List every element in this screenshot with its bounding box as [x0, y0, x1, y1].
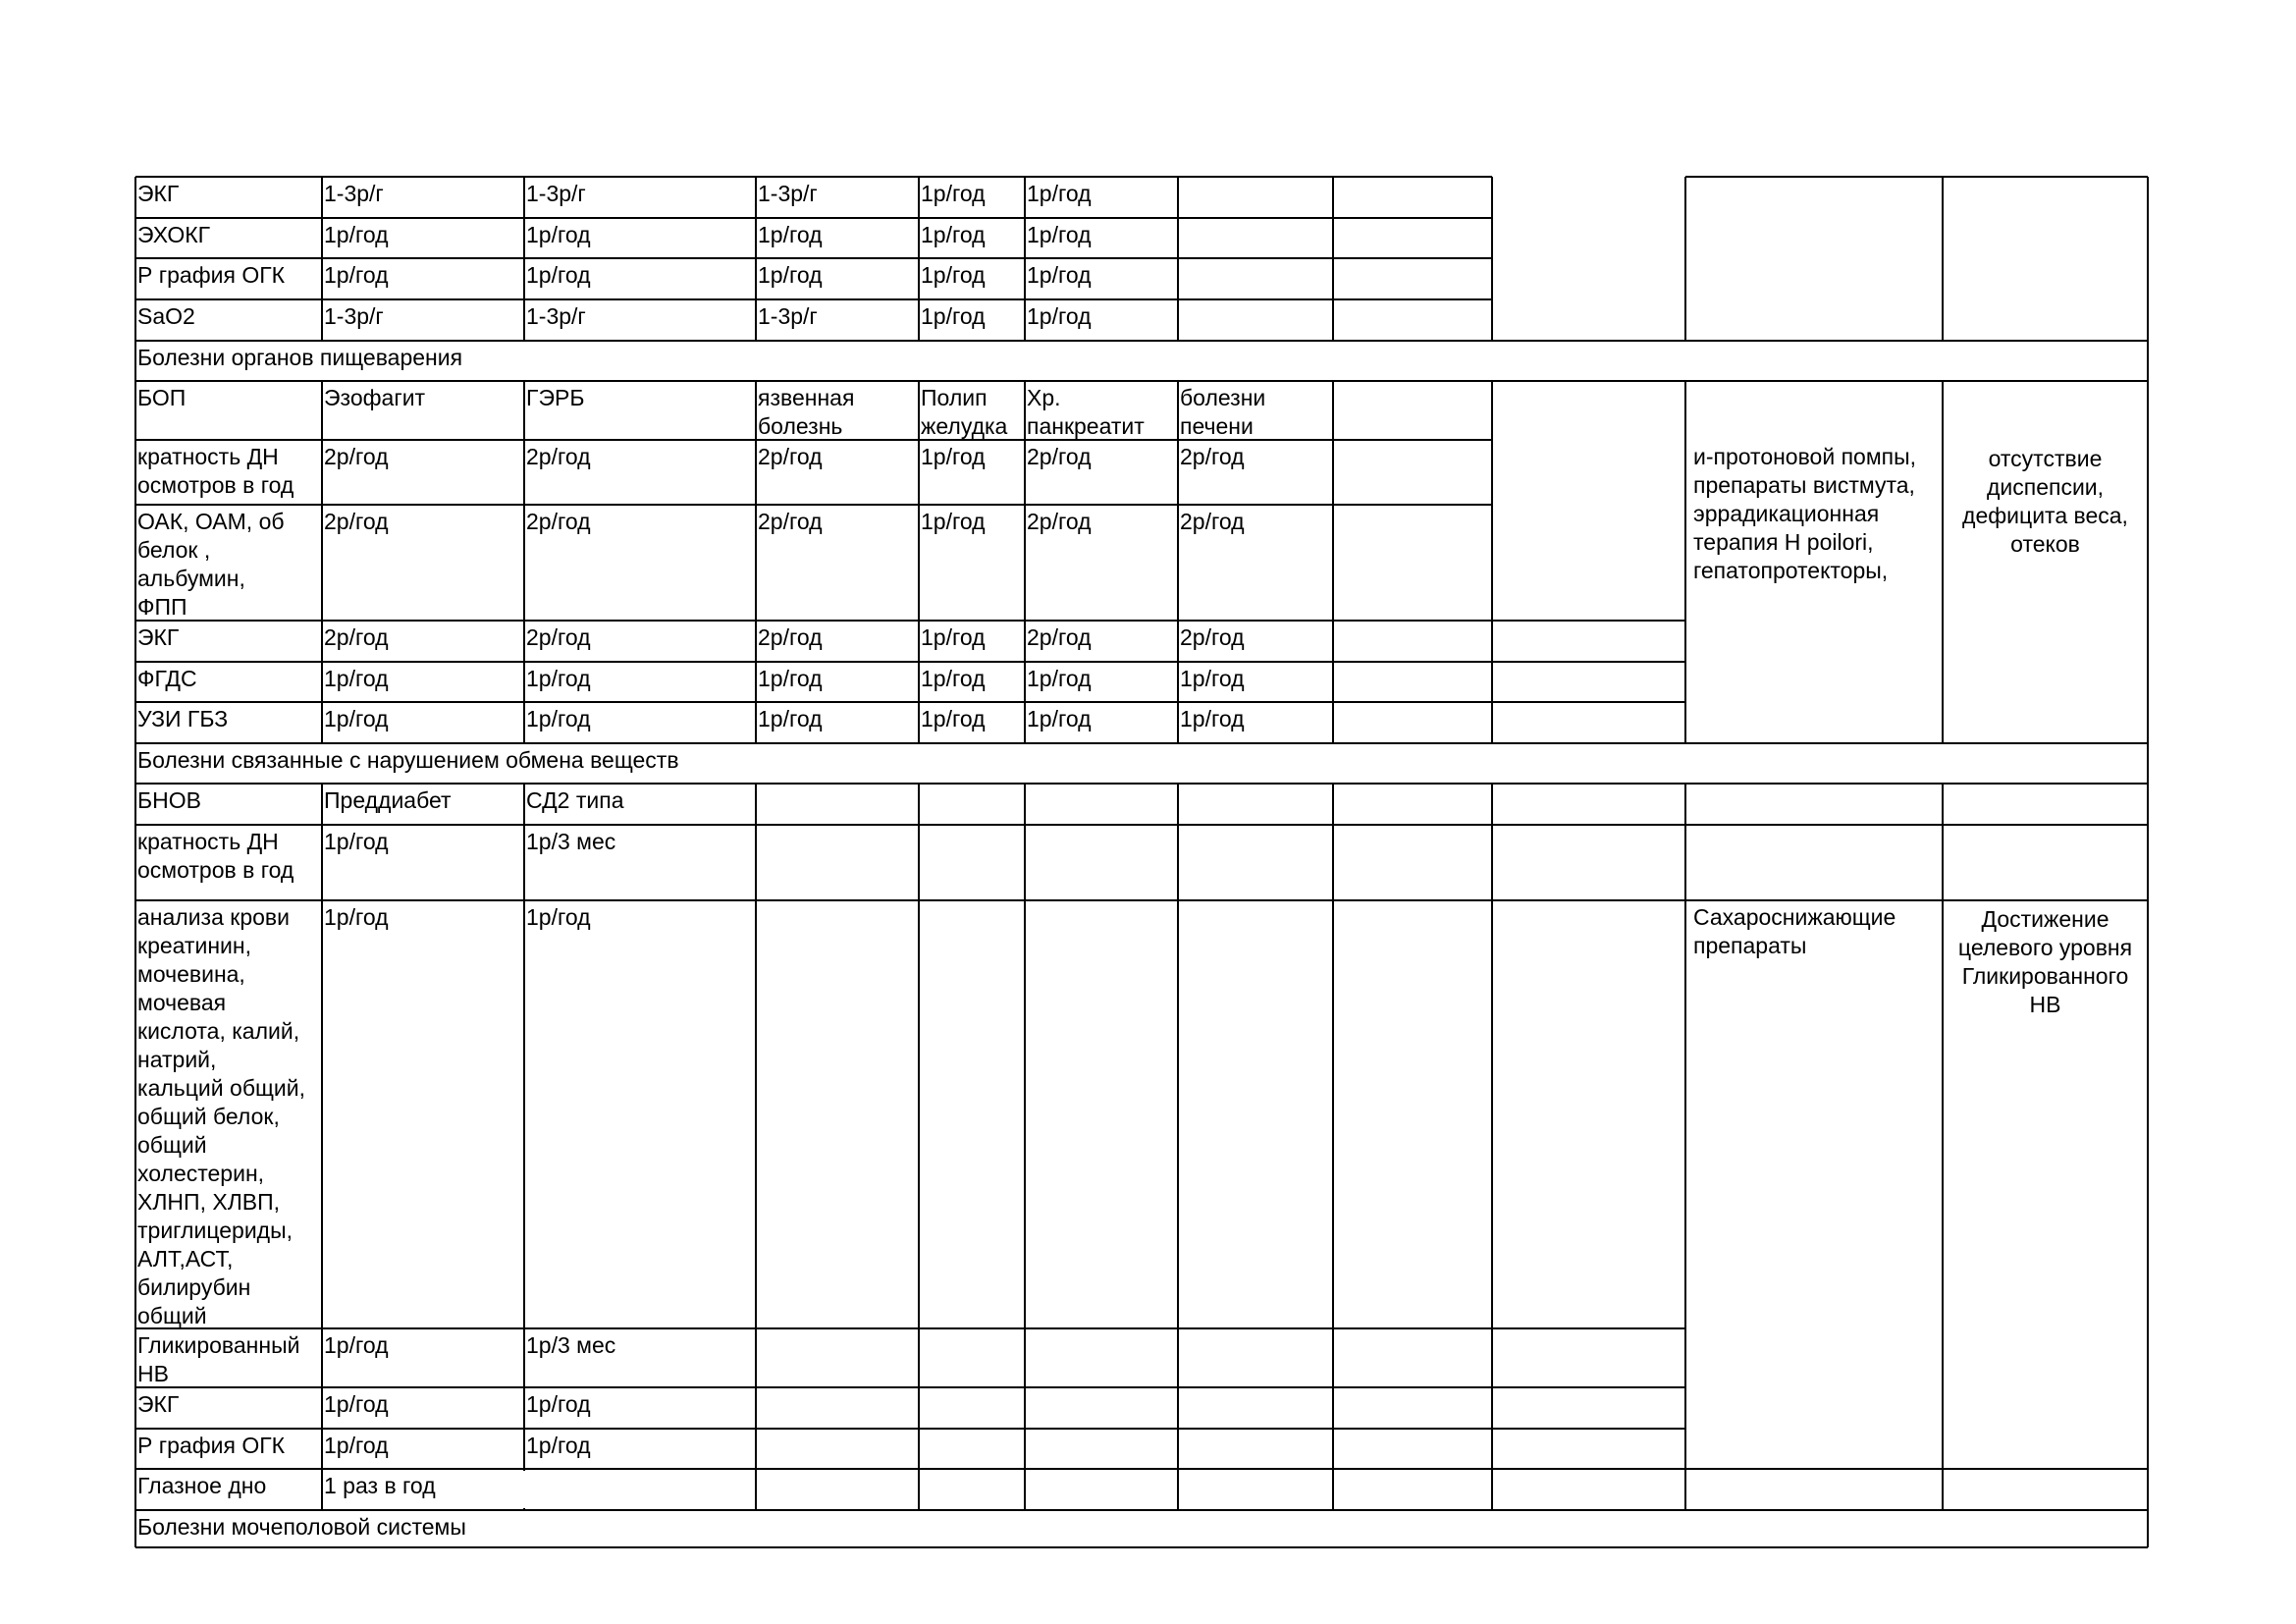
table-cell: 1-3р/г: [758, 181, 818, 206]
table-cell: 1-3р/г: [526, 181, 586, 206]
section-title: Болезни органов пищеварения: [137, 345, 463, 370]
table-cell: 1р/год: [324, 262, 389, 288]
table-cell: 1р/год: [1180, 666, 1245, 691]
table-cell: 1р/год: [526, 1433, 591, 1458]
section-title: Болезни связанные с нарушением обмена веществ: [137, 747, 679, 773]
table-cell: 1р/год: [1180, 706, 1245, 731]
table-cell: 2р/год: [758, 444, 823, 469]
table-cell: 1р/год: [1027, 181, 1092, 206]
goal-cell: отсутствие диспепсии, дефицита веса, отеков: [1962, 446, 2128, 557]
table-cell: 2р/год: [758, 509, 823, 534]
table-cell: 2р/год: [1180, 624, 1245, 650]
table-cell: 2р/год: [1027, 624, 1092, 650]
table-cell: 1р/3 мес: [526, 829, 616, 854]
table-cell: 1р/год: [1027, 666, 1092, 691]
table-header-cell: болезни печени: [1180, 385, 1266, 439]
table-cell: 1р/год: [1027, 222, 1092, 247]
table-header-cell: Преддиабет: [324, 787, 452, 813]
table-cell: 1р/год: [758, 666, 823, 691]
table-row-label: УЗИ ГБЗ: [137, 706, 229, 731]
table-row-label: ЭХОКГ: [137, 222, 211, 247]
table-cell: 2р/год: [324, 444, 389, 469]
table-cell: 1р/год: [758, 706, 823, 731]
table-cell: 2р/год: [526, 624, 591, 650]
table-cell: 1р/год: [921, 706, 986, 731]
table-cell: 1р/год: [921, 303, 986, 329]
table-cell: 1р/год: [526, 1391, 591, 1417]
table-cell: 1р/год: [526, 904, 591, 930]
table-cell: 1р/год: [1027, 706, 1092, 731]
table-cell: 1-3р/г: [324, 181, 384, 206]
table-header-cell: Хр. панкреатит: [1027, 385, 1145, 439]
table-cell: 2р/год: [324, 509, 389, 534]
table-cell: 1р/год: [1027, 262, 1092, 288]
table-cell: 2р/год: [324, 624, 389, 650]
table-cell: 1р/год: [324, 829, 389, 854]
table-header-cell: СД2 типа: [526, 787, 624, 813]
table-row-label: ЭКГ: [137, 181, 180, 206]
table-header-cell: язвенная болезнь: [758, 385, 855, 439]
table-cell: 1р/год: [921, 181, 986, 206]
table-header-cell: БОП: [137, 385, 187, 410]
table-cell: 1-3р/г: [526, 303, 586, 329]
table-cell: 1р/год: [526, 262, 591, 288]
table-cell: 1р/год: [921, 624, 986, 650]
table-row-label: кратность ДН осмотров в год: [137, 829, 294, 883]
table-row-label: кратность ДН осмотров в год: [137, 444, 294, 498]
table-cell: 1р/год: [324, 1332, 389, 1358]
table-cell: 2р/год: [526, 509, 591, 534]
table-cell: 1 раз в год: [324, 1473, 436, 1498]
table-cell: 1р/год: [324, 1391, 389, 1417]
table-cell: 1р/год: [921, 444, 986, 469]
table-cell: 1р/год: [324, 666, 389, 691]
table-row-label: ФГДС: [137, 666, 197, 691]
table-cell: 1р/год: [921, 666, 986, 691]
table-cell: 1-3р/г: [758, 303, 818, 329]
table-row-label: Р графия ОГК: [137, 1433, 286, 1458]
table-row-label: SaO2: [137, 303, 195, 329]
table-cell: 1р/год: [921, 222, 986, 247]
table-cell: 1р/год: [526, 706, 591, 731]
treatment-cell: и-протоновой помпы, препараты вистмута, эррадикационная терапия H poilori, гепатопротекторы,: [1693, 444, 1917, 583]
table-row-label: Глазное дно: [137, 1473, 267, 1498]
table-row-label: ЭКГ: [137, 1391, 180, 1417]
goal-cell: Достижение целевого уровня Гликированного НВ: [1957, 906, 2133, 1017]
table-cell: 1р/год: [324, 904, 389, 930]
table-cell: 1р/год: [324, 222, 389, 247]
table-cell: 1р/год: [758, 262, 823, 288]
table-row-label: Р графия ОГК: [137, 262, 286, 288]
table-header-cell: Полип желудка: [921, 385, 1008, 439]
section-title: Болезни мочеполовой системы: [137, 1514, 466, 1540]
table-cell: 2р/год: [1027, 444, 1092, 469]
table-cell: 2р/год: [1027, 509, 1092, 534]
table-cell: 2р/год: [1180, 444, 1245, 469]
treatment-cell: Сахароснижающие препараты: [1693, 904, 1896, 958]
table-row-label: ЭКГ: [137, 624, 180, 650]
table-cell: 1р/год: [1027, 303, 1092, 329]
table-cell: 1р/год: [526, 666, 591, 691]
table-header-cell: ГЭРБ: [526, 385, 585, 410]
table-cell: 2р/год: [1180, 509, 1245, 534]
table-row-label: ОАК, ОАМ, об белок , альбумин, ФПП: [137, 509, 285, 620]
table-cell: 1р/год: [921, 509, 986, 534]
table-cell: 1р/год: [921, 262, 986, 288]
table-cell: 1р/3 мес: [526, 1332, 616, 1358]
table-cell: 1р/год: [758, 222, 823, 247]
table-header-cell: БНОВ: [137, 787, 201, 813]
table-cell: 1р/год: [526, 222, 591, 247]
table-cell: 2р/год: [526, 444, 591, 469]
table-header-cell: Эзофагит: [324, 385, 426, 410]
table-row-label: анализа крови креатинин, мочевина, мочевая кислота, калий, натрий, кальций общий, общий белок, общий холестерин, ХЛНП, ХЛВП, триглицериды, АЛТ,АСТ, билирубин общий: [137, 904, 305, 1328]
table-cell: 1р/год: [324, 1433, 389, 1458]
table-row-label: Гликированный НВ: [137, 1332, 300, 1386]
table-cell: 2р/год: [758, 624, 823, 650]
table-cell: 1р/год: [324, 706, 389, 731]
table-cell: 1-3р/г: [324, 303, 384, 329]
